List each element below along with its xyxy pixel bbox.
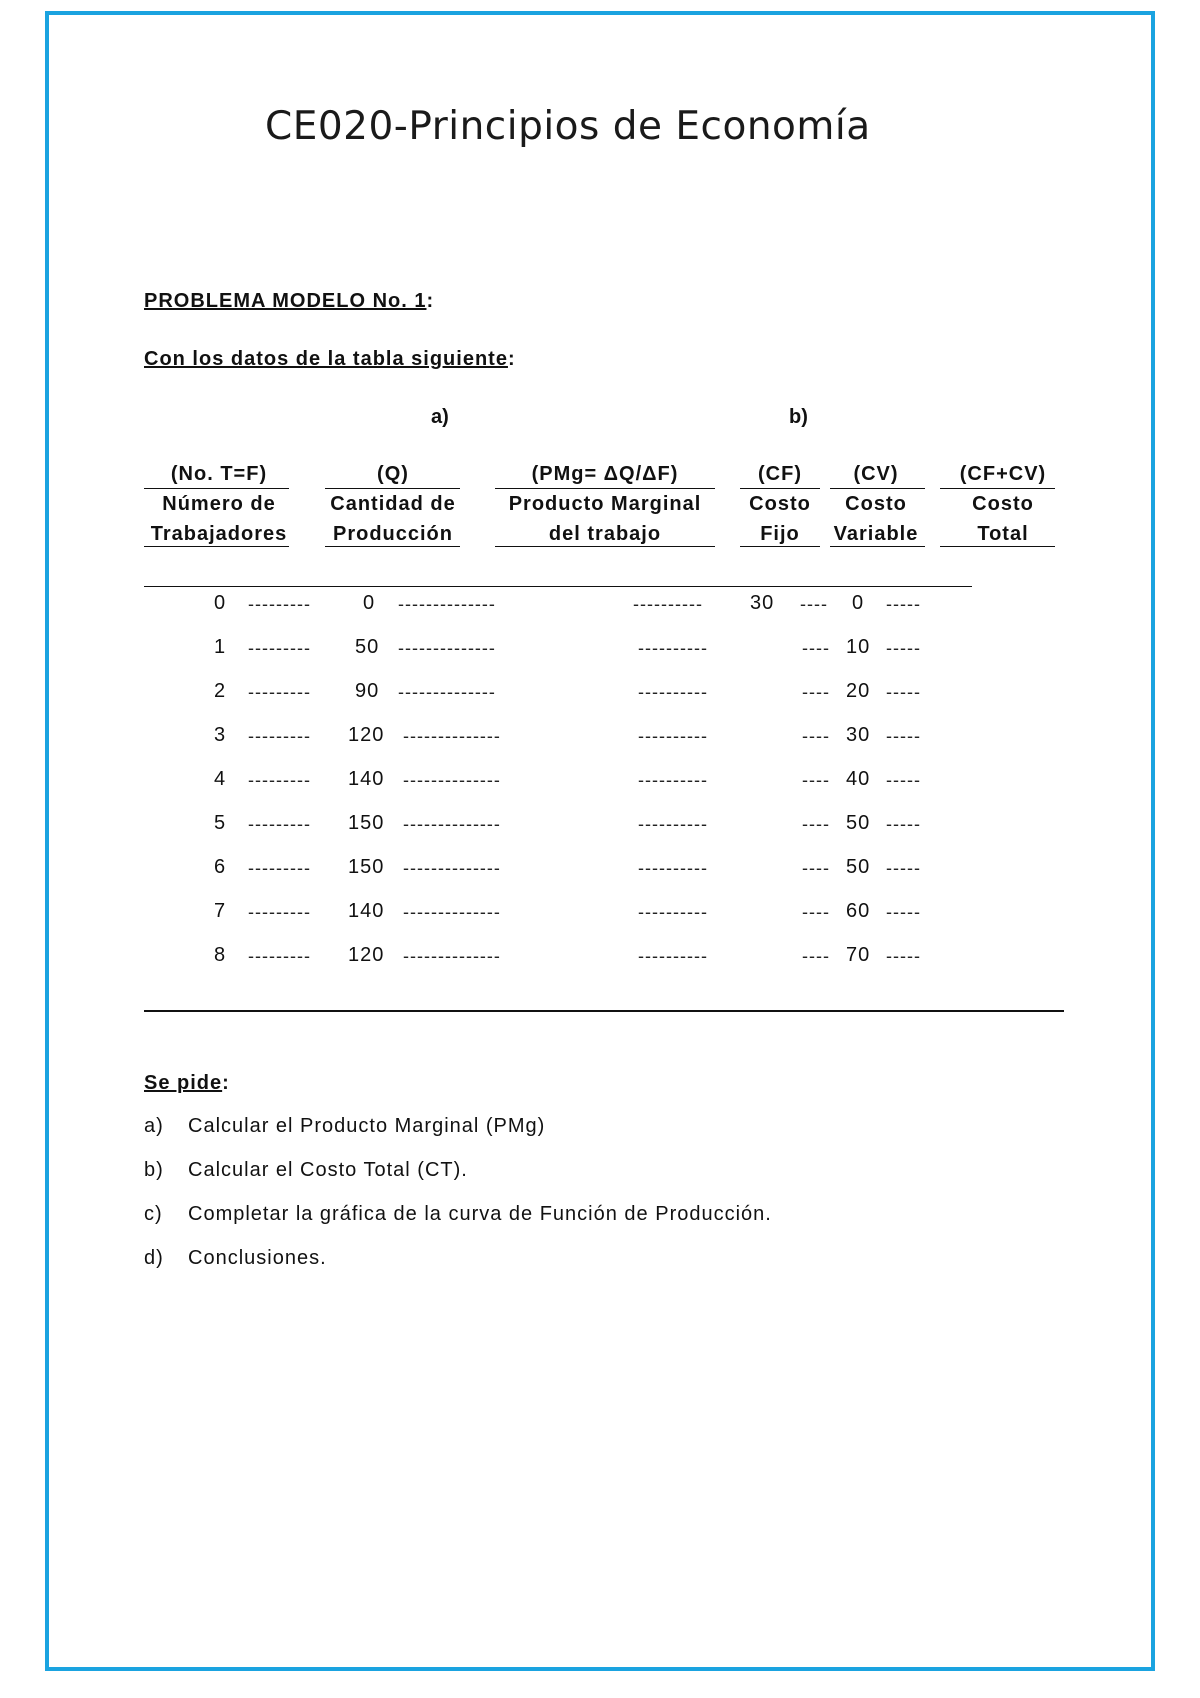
column-title-line1: Costo — [845, 493, 907, 515]
dash-separator: ---- — [800, 594, 828, 614]
column-title-line2: Variable — [833, 523, 919, 545]
dash-separator: --------- — [248, 814, 311, 834]
part-b-marker: b) — [789, 406, 808, 428]
variable-cost-value: 50 — [846, 812, 871, 834]
column-code: (PMg= ΔQ/ΔF) — [531, 463, 679, 485]
quantity-value: 50 — [355, 636, 380, 658]
table-row — [0, 900, 1200, 930]
header-underline — [325, 488, 460, 489]
dash-separator: -------------- — [403, 946, 501, 966]
variable-cost-value: 0 — [852, 592, 865, 614]
workers-value: 7 — [214, 900, 227, 922]
workers-value: 4 — [214, 768, 227, 790]
task-letter: a) — [144, 1115, 164, 1137]
dash-separator: ---- — [802, 726, 830, 746]
table-row — [0, 812, 1200, 842]
header-underline — [830, 546, 925, 547]
dash-separator: ---- — [802, 814, 830, 834]
table-row — [0, 592, 1200, 622]
table-row — [0, 724, 1200, 754]
variable-cost-value: 20 — [846, 680, 871, 702]
workers-value: 1 — [214, 636, 227, 658]
column-code: (CV) — [853, 463, 899, 485]
dash-separator: --------- — [248, 946, 311, 966]
pmg-blank: ---------- — [638, 902, 708, 922]
pmg-blank: ---------- — [638, 814, 708, 834]
dash-separator: --------- — [248, 770, 311, 790]
dash-separator: -------------- — [398, 682, 496, 702]
column-code: (No. T=F) — [170, 463, 268, 485]
quantity-value: 120 — [348, 944, 385, 966]
table-row — [0, 636, 1200, 666]
problem-label: PROBLEMA MODELO No. 1: — [144, 290, 435, 312]
dash-separator: ----- — [886, 902, 921, 922]
dash-separator: ---- — [802, 902, 830, 922]
table-row — [0, 680, 1200, 710]
course-title: CE020-Principios de Economía — [265, 104, 871, 149]
dash-separator: ---- — [802, 770, 830, 790]
header-underline — [830, 488, 925, 489]
table-top-rule — [144, 586, 972, 587]
quantity-value: 90 — [355, 680, 380, 702]
dash-separator: ---- — [802, 638, 830, 658]
variable-cost-value: 10 — [846, 636, 871, 658]
intro-label: Con los datos de la tabla siguiente: — [144, 348, 516, 370]
header-underline — [740, 488, 820, 489]
column-code: (CF) — [758, 463, 802, 485]
quantity-value: 120 — [348, 724, 385, 746]
header-underline — [495, 488, 715, 489]
column-title-line1: Número de — [162, 493, 276, 515]
task-item — [144, 1247, 327, 1270]
dash-separator: --------- — [248, 682, 311, 702]
task-text: Conclusiones. — [188, 1247, 327, 1269]
problem-label-text: PROBLEMA MODELO No. 1 — [144, 290, 427, 312]
column-title-line2: Trabajadores — [150, 523, 288, 545]
table-row — [0, 856, 1200, 886]
table-row — [0, 768, 1200, 798]
column-title-line2: Total — [977, 523, 1029, 545]
header-underline — [144, 546, 289, 547]
dash-separator: -------------- — [403, 726, 501, 746]
dash-separator: ----- — [886, 814, 921, 834]
fixed-cost-value: 30 — [750, 592, 775, 614]
workers-value: 8 — [214, 944, 227, 966]
workers-value: 0 — [214, 592, 227, 614]
quantity-value: 150 — [348, 856, 385, 878]
header-underline — [940, 488, 1055, 489]
pmg-blank: ---------- — [638, 858, 708, 878]
part-a-marker: a) — [431, 406, 449, 428]
dash-separator: ----- — [886, 858, 921, 878]
dash-separator: ----- — [886, 594, 921, 614]
workers-value: 2 — [214, 680, 227, 702]
column-code: (Q) — [377, 463, 409, 485]
intro-label-text: Con los datos de la tabla siguiente — [144, 348, 508, 370]
dash-separator: --------- — [248, 726, 311, 746]
dash-separator: ---- — [802, 682, 830, 702]
column-title-line1: Costo — [972, 493, 1034, 515]
dash-separator: -------------- — [398, 638, 496, 658]
task-text: Calcular el Costo Total (CT). — [188, 1159, 468, 1181]
pmg-blank: ---------- — [638, 726, 708, 746]
variable-cost-value: 30 — [846, 724, 871, 746]
dash-separator: ----- — [886, 946, 921, 966]
task-item — [144, 1115, 545, 1138]
column-title-line2: Producción — [332, 523, 453, 545]
variable-cost-value: 60 — [846, 900, 871, 922]
task-text: Calcular el Producto Marginal (PMg) — [188, 1115, 546, 1137]
task-letter: c) — [144, 1203, 163, 1225]
pmg-blank: ---------- — [638, 638, 708, 658]
variable-cost-value: 40 — [846, 768, 871, 790]
quantity-value: 150 — [348, 812, 385, 834]
task-text: Completar la gráfica de la curva de Función de Producción. — [188, 1203, 772, 1225]
pmg-blank: ---------- — [633, 594, 703, 614]
dash-separator: -------------- — [398, 594, 496, 614]
dash-separator: --------- — [248, 638, 311, 658]
quantity-value: 140 — [348, 768, 385, 790]
workers-value: 5 — [214, 812, 227, 834]
column-title-line1: Cantidad de — [330, 493, 456, 515]
variable-cost-value: 50 — [846, 856, 871, 878]
task-letter: b) — [144, 1159, 164, 1181]
column-title-line1: Costo — [749, 493, 811, 515]
dash-separator: --------- — [248, 594, 311, 614]
dash-separator: ---- — [802, 858, 830, 878]
workers-value: 3 — [214, 724, 227, 746]
pmg-blank: ---------- — [638, 946, 708, 966]
dash-separator: ---- — [802, 946, 830, 966]
header-underline — [740, 546, 820, 547]
pmg-blank: ---------- — [638, 682, 708, 702]
dash-separator: -------------- — [403, 770, 501, 790]
header-underline — [940, 546, 1055, 547]
quantity-value: 140 — [348, 900, 385, 922]
column-title-line2: Fijo — [760, 523, 800, 545]
header-underline — [325, 546, 460, 547]
variable-cost-value: 70 — [846, 944, 871, 966]
header-underline — [144, 488, 289, 489]
quantity-value: 0 — [363, 592, 376, 614]
dash-separator: --------- — [248, 902, 311, 922]
dash-separator: ----- — [886, 726, 921, 746]
dash-separator: ----- — [886, 770, 921, 790]
task-letter: d) — [144, 1247, 164, 1269]
table-row — [0, 944, 1200, 974]
column-code: (CF+CV) — [959, 463, 1047, 485]
tasks-label-text: Se pide — [144, 1072, 223, 1094]
task-item — [144, 1203, 772, 1226]
dash-separator: ----- — [886, 682, 921, 702]
dash-separator: -------------- — [403, 814, 501, 834]
pmg-blank: ---------- — [638, 770, 708, 790]
dash-separator: -------------- — [403, 858, 501, 878]
dash-separator: --------- — [248, 858, 311, 878]
header-underline — [495, 546, 715, 547]
workers-value: 6 — [214, 856, 227, 878]
dash-separator: -------------- — [403, 902, 501, 922]
column-title-line1: Producto Marginal — [508, 493, 702, 515]
task-item — [144, 1159, 468, 1182]
tasks-label: Se pide: — [144, 1072, 230, 1094]
table-bottom-rule — [144, 1010, 1064, 1012]
dash-separator: ----- — [886, 638, 921, 658]
column-title-line2: del trabajo — [548, 523, 662, 545]
